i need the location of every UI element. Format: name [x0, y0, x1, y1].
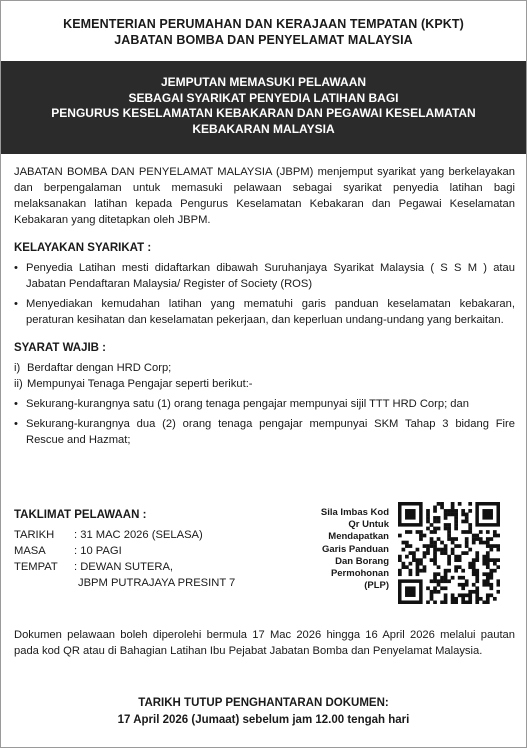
tempat-label: TEMPAT [14, 561, 58, 573]
tempat-row [14, 559, 294, 575]
list-item: • Sekurang-kurangnya dua (2) orang tenaga pengajar mempunyai SKM Tahap 3 bidang Fire Rescue and Hazmat; [14, 416, 515, 448]
footer-paragraph: Dokumen pelawaan boleh diperolehi bermula 17 Mac 2026 hingga 16 April 2026 melalui pautan pada kod QR atau di Bahagian Latihan Ibu Pejabat Jabatan Bomba dan Penyelamat Malaysia. [14, 629, 515, 657]
masa-label: MASA [14, 545, 46, 557]
main-content [14, 164, 515, 452]
list-text: Mempunyai Tenaga Pengajar seperti berikut:- [27, 378, 253, 390]
banner-line-4: KEBAKARAN MALAYSIA [192, 121, 335, 136]
qr-line: Qr Untuk [348, 519, 389, 531]
taklimat-title: TAKLIMAT PELAWAAN : [14, 509, 147, 521]
qr-line: Garis Panduan [321, 543, 389, 555]
list-item: • Sekurang-kurangnya satu (1) orang tenaga pengajar mempunyai sijil TTT HRD Corp; dan [14, 396, 515, 412]
masa-row [14, 543, 294, 559]
qr-line: (PLP) [364, 580, 389, 592]
tempat-value-2: JBPM PUTRAJAYA PRESINT 7 [78, 577, 236, 589]
closing-date: 17 April 2026 (Jumaat) sebelum jam 12.00 tengah hari [117, 714, 410, 726]
qr-line: Dan Borang [335, 555, 389, 567]
tarikh-label: TARIKH [14, 529, 55, 541]
closing-notice [1, 695, 526, 729]
department-title: JABATAN BOMBA DAN PENYELAMAT MALAYSIA [114, 33, 413, 47]
qr-code-graphic[interactable] [398, 502, 500, 604]
banner-line-3: PENGURUS KESELAMATAN KEBAKARAN DAN PEGAWAI KESELAMATAN [51, 106, 476, 120]
tempat-row-2 [14, 575, 294, 591]
qr-code-icon[interactable] [398, 502, 500, 604]
list-item [14, 360, 515, 376]
tarikh-value: : 31 MAC 2026 (SELASA) [74, 529, 203, 541]
list-item: • Penyedia Latihan mesti didaftarkan dibawah Suruhanjaya Syarikat Malaysia ( S S M ) atau Jabatan Pendaftaran Malaysia/ Register of Society (ROS) [14, 260, 515, 292]
closing-title: TARIKH TUTUP PENGHANTARAN DOKUMEN: [138, 697, 389, 709]
list-number: ii) [14, 378, 23, 390]
kelayakan-list [14, 260, 515, 328]
qr-line: Mendapatkan [328, 531, 389, 543]
qr-line: Sila Imbas Kod [320, 507, 389, 518]
banner-line-1: JEMPUTAN MEMASUKI PELAWAAN [160, 75, 367, 89]
list-number: i) [14, 362, 21, 374]
qr-instructions [281, 507, 389, 592]
header [1, 1, 526, 48]
masa-value: : 10 PAGI [74, 545, 122, 557]
banner-line-2: SEBAGAI SYARIKAT PENYEDIA LATIHAN BAGI [128, 90, 399, 105]
qr-line: Permohonan [330, 568, 389, 580]
kelayakan-title: KELAYAKAN SYARIKAT : [14, 242, 152, 254]
syarat-title: SYARAT WAJIB : [14, 342, 107, 354]
tarikh-row [14, 527, 294, 543]
syarat-bullet-list [14, 396, 515, 448]
syarat-roman-list [14, 360, 515, 392]
tempat-value: : DEWAN SUTERA, [74, 561, 174, 573]
title-banner [1, 61, 526, 154]
intro-paragraph: JABATAN BOMBA DAN PENYELAMAT MALAYSIA (JBPM) menjemput syarikat yang berkelayakan dan berpengalaman untuk memasuki pelawaan sebagai syarikat penyedia latihan bagi melaksanakan latihan kepada Pengurus Keselamatan Kebakaran dan Pegawai Keselamatan Kebakaran yang ditetapkan oleh JBPM. [14, 166, 515, 226]
indent-spacer [14, 575, 74, 591]
list-text: Berdaftar dengan HRD Corp; [27, 362, 172, 374]
taklimat-section [14, 507, 294, 591]
list-item [14, 376, 515, 392]
ministry-title: KEMENTERIAN PERUMAHAN DAN KERAJAAN TEMPATAN (KPKT) [63, 17, 464, 31]
list-item: • Menyediakan kemudahan latihan yang mematuhi garis panduan keselamatan kebakaran, peraturan kesihatan dan keselamatan pekerjaan, dan keperluan undang-undang yang berkaitan. [14, 296, 515, 328]
